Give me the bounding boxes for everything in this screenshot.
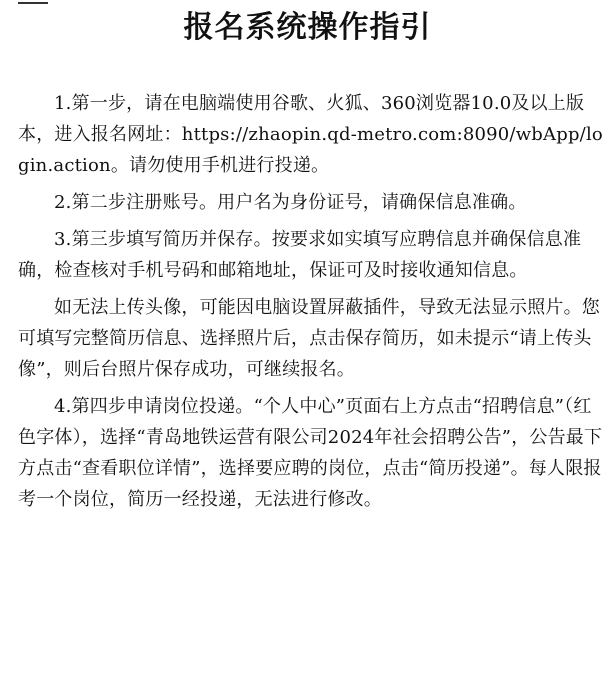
step-1-paragraph: 1.第一步，请在电脑端使用谷歌、火狐、360浏览器10.0及以上版本，进入报名网址：https://zhaopin.qd-metro.com:8090/wbApp/login.action。请勿使用手机进行投递。 [18,93,603,176]
photo-upload-note-paragraph: 如无法上传头像，可能因电脑设置屏蔽插件，导致无法显示照片。您可填写完整简历信息、选择照片后，点击保存简历，如未提示“请上传头像”，则后台照片保存成功，可继续报名。 [18,297,600,380]
top-crop-fragment [18,0,48,4]
step-4-paragraph: 4.第四步申请岗位投递。“个人中心”页面右上方点击“招聘信息”（红色字体），选择“青岛地铁运营有限公司2024年社会招聘公告”，公告最下方点击“查看职位详情”，选择要应聘的岗位，点击“简历投递”。每人限报考一个岗位，简历一经投递，无法进行修改。 [18,396,603,510]
document-body [18,88,604,515]
step-2-paragraph: 2.第二步注册账号。用户名为身份证号，请确保信息准确。 [54,192,527,213]
step-3-paragraph: 3.第三步填写简历并保存。按要求如实填写应聘信息并确保信息准确，检查核对手机号码和邮箱地址，保证可及时接收通知信息。 [18,229,582,281]
page-title: 报名系统操作指引 [183,10,432,45]
